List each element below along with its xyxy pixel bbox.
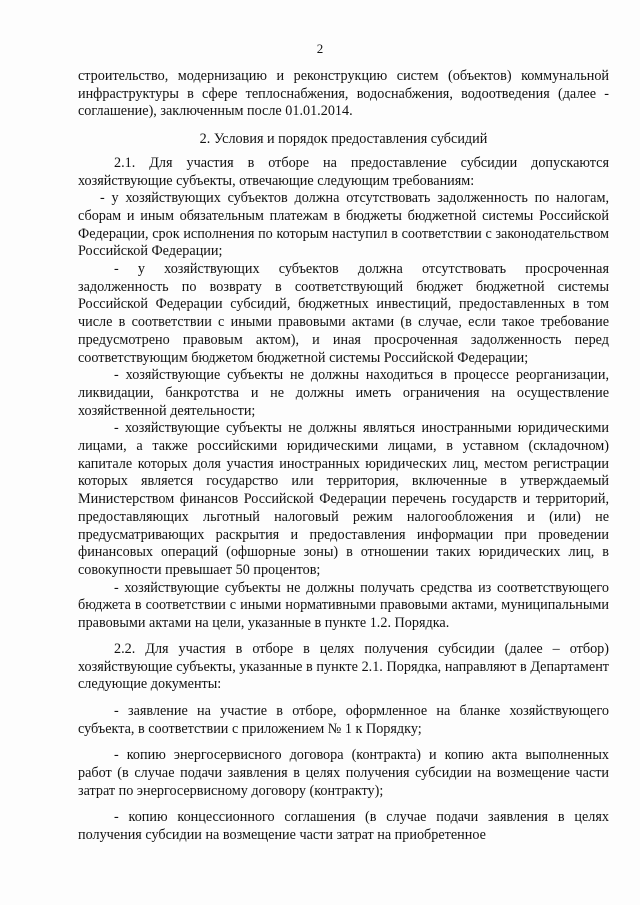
clause-2-2: 2.2. Для участия в отборе в целях получения субсидии (далее – отбор) хозяйствующие субъекты, указанные в пункте 2.1. Порядка, направляют в Департамент следующие документы: (78, 640, 609, 693)
page-number: 2 (316, 41, 324, 56)
requirement-item: - у хозяйствующих субъектов должна отсутствовать задолженность по налогам, сборам и иным обязательным платежам в бюджеты бюджетной системы Российской Федерации, срок исполнения по которым наступил в соответствии с законодательством Российской Федерации; (78, 190, 609, 260)
requirement-item: - хозяйствующие субъекты не должны являться иностранными юридическими лицами, а также российскими юридическими лицами, в уставном (складочном) капитале которых доля участия иностранных юридических лиц, местом регистрации которых является государство или территория, включенные в утверждаемый Министерством финансов Российской Федерации перечень государств и территорий, предоставляющих льготный налоговый режим налогообложения и (или) не предусматривающих раскрытия и предоставления информации при проведении финансовых операций (офшорные зоны) в отношении таких юридических лиц, в совокупности превышает 50 процентов; (78, 420, 609, 578)
requirement-item: - хозяйствующие субъекты не должны получать средства из соответствующего бюджета в соответствии с иными нормативными правовыми актами, муниципальными правовыми актами на цели, указанные в пункте 1.2. Порядка. (78, 579, 609, 632)
document-item: - копию энергосервисного договора (контракта) и копию акта выполненных работ (в случае подачи заявления в целях получения субсидии на возмещение части затрат по энергосервисному договору (контракту); (78, 747, 609, 799)
document-item: - копию концессионного соглашения (в случае подачи заявления в целях получения субсидии на возмещение части затрат на приобретенное (78, 809, 609, 844)
intro-paragraph: строительство, модернизацию и реконструкцию систем (объектов) коммунальной инфраструктуры в сфере теплоснабжения, водоснабжения, водоотведения (далее - соглашение), заключенным после 01.01.2014. (78, 68, 609, 120)
section-heading: 2. Условия и порядок предоставления субсидий (199, 131, 488, 148)
clause-2-1: 2.1. Для участия в отборе на предоставление субсидии допускаются хозяйствующие субъекты, отвечающие следующим требованиям: (78, 154, 609, 189)
requirement-item: - хозяйствующие субъекты не должны находиться в процессе реорганизации, ликвидации, банкротства и не должны иметь ограничения на осуществление хозяйственной деятельности; (78, 367, 609, 419)
requirement-item: - у хозяйствующих субъектов должна отсутствовать просроченная задолженность по возврату в соответствующий бюджет бюджетной системы Российской Федерации субсидий, бюджетных инвестиций, предоставленных в том числе в соответствии с иными правовыми актами (в случае, если такое требование предусмотрено правовым актом), и иная просроченная задолженность перед соответствующим бюджетом бюджетной системы Российской Федерации; (78, 261, 609, 366)
document-body (78, 68, 609, 845)
document-item: - заявление на участие в отборе, оформленное на бланке хозяйствующего субъекта, в соответствии с приложением № 1 к Порядку; (78, 702, 609, 737)
